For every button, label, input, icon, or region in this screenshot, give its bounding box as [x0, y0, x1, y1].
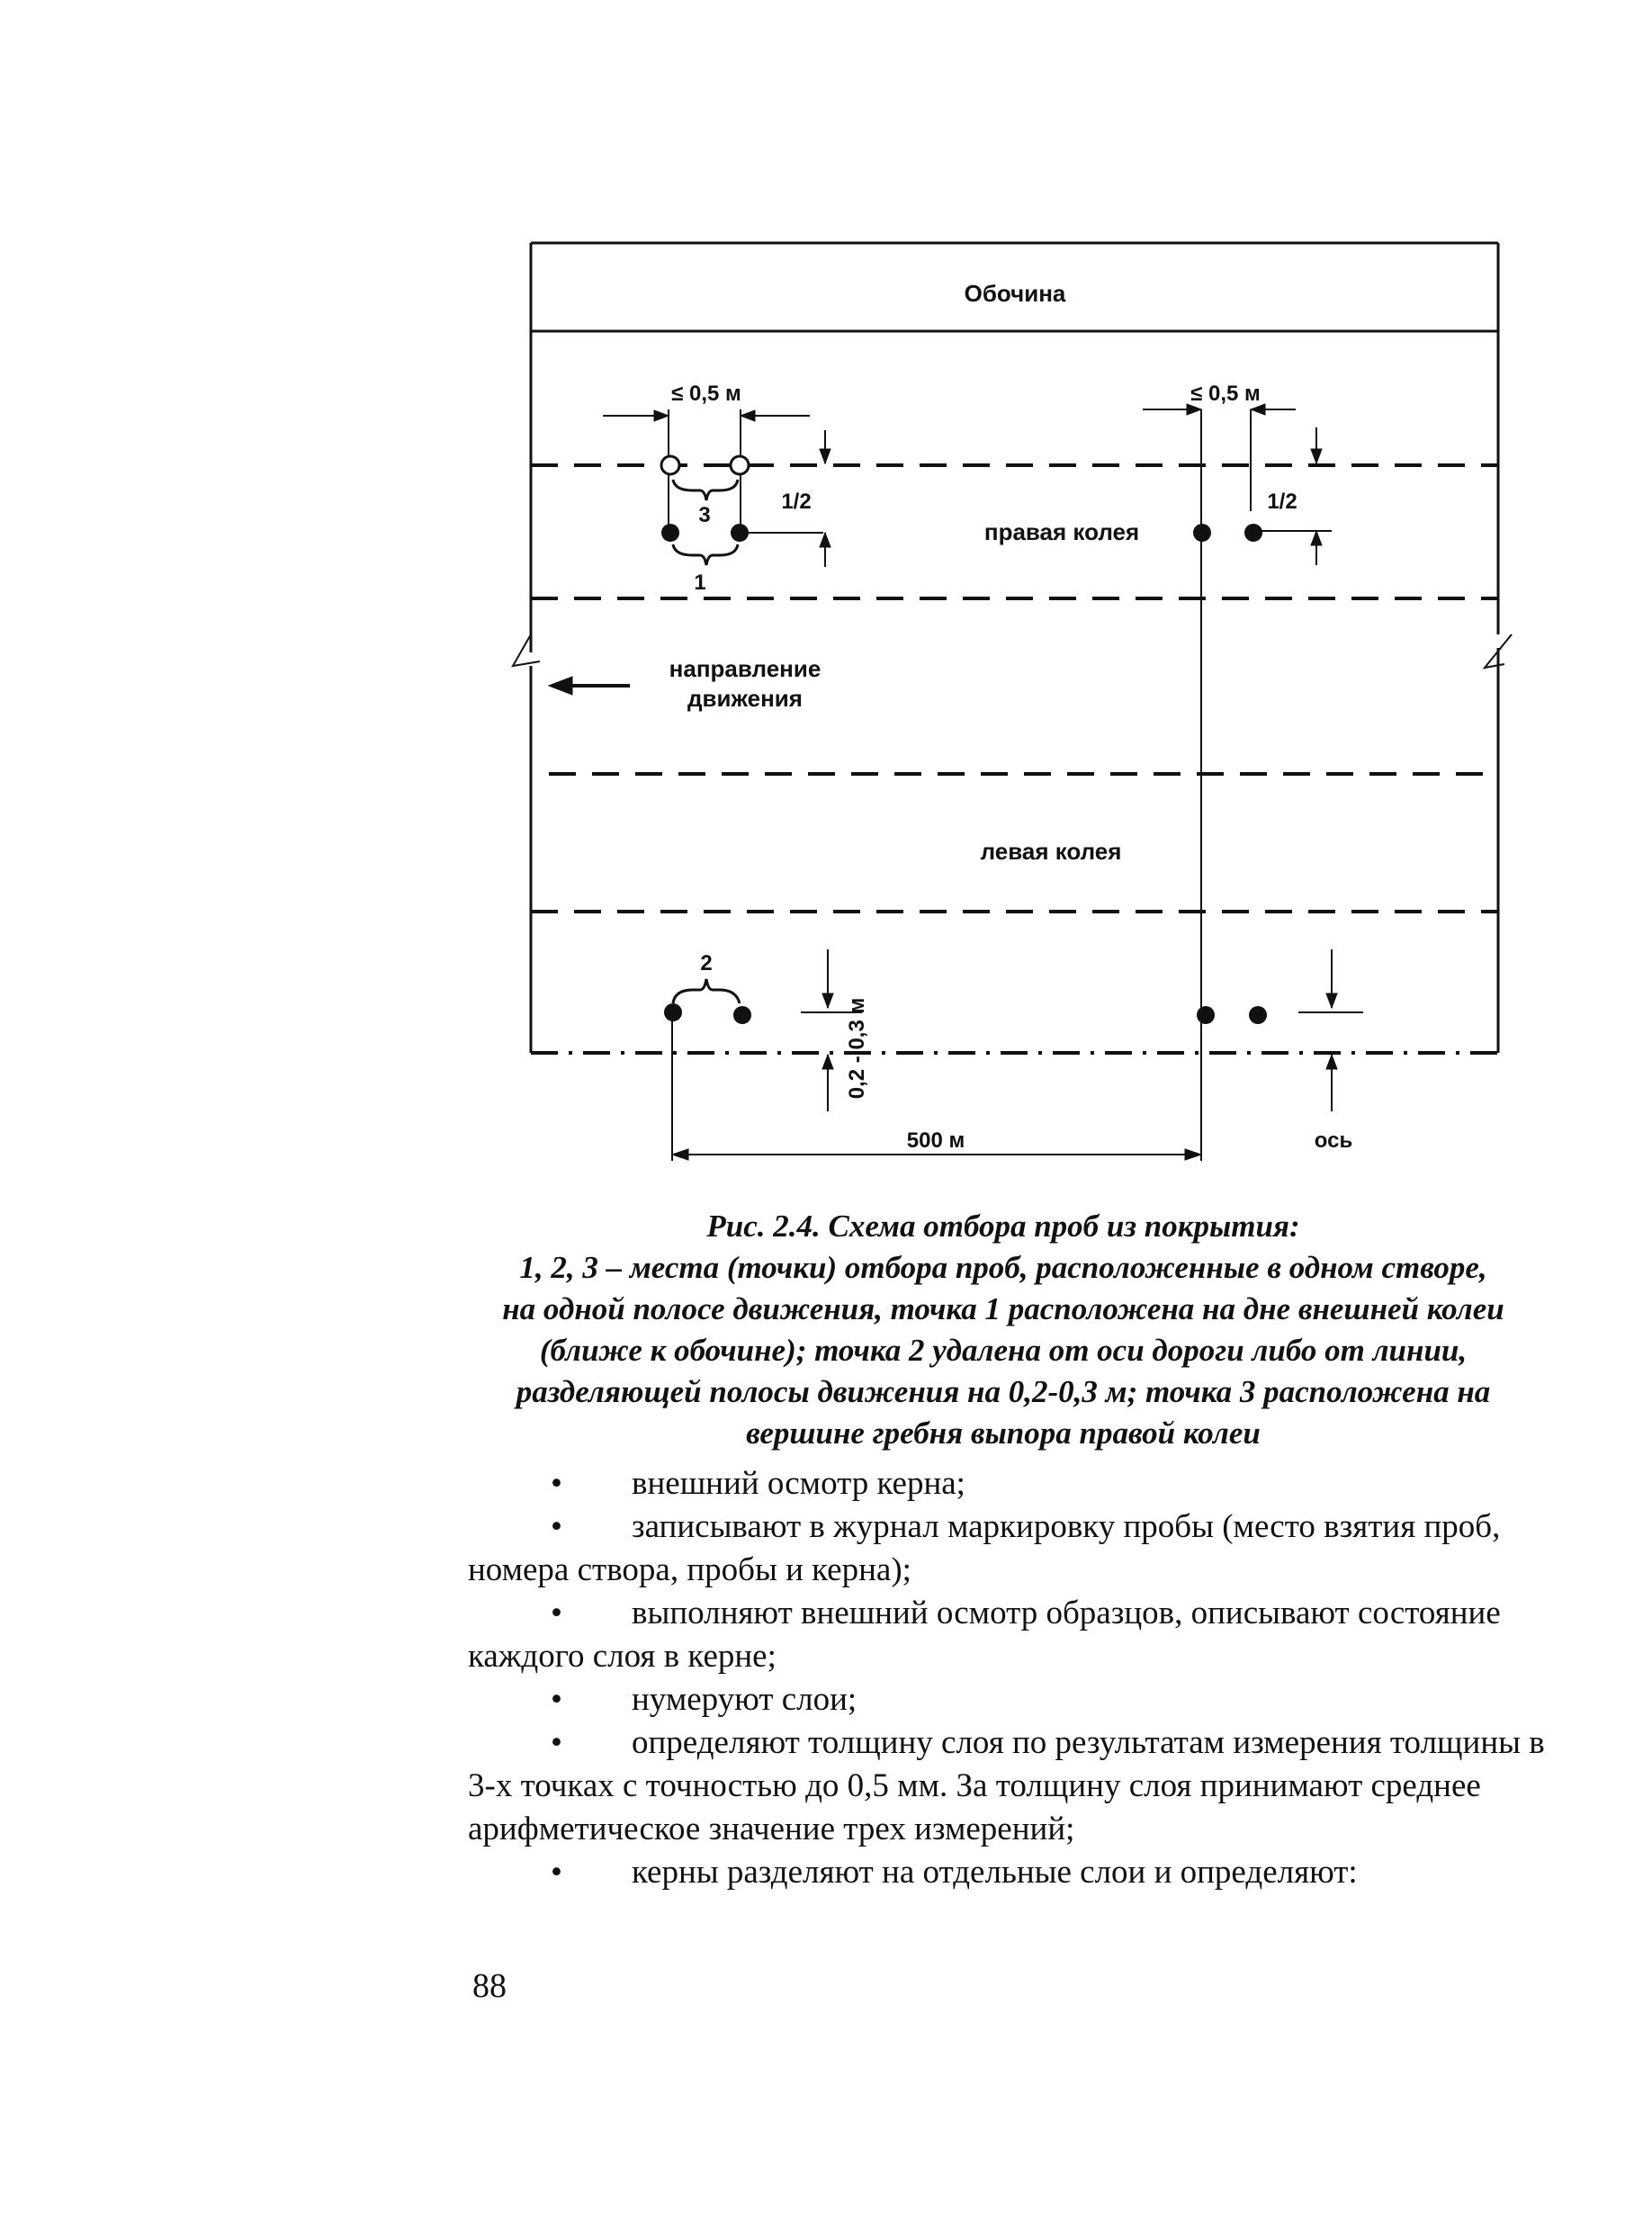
half-left-label: 1/2	[781, 490, 812, 514]
half-right-label: 1/2	[1267, 490, 1297, 514]
half-left-arrowhead-top	[820, 449, 830, 463]
bullet-icon: •	[551, 1595, 562, 1631]
caption-line-6: вершине гребня выпора правой колеи	[746, 1416, 1261, 1451]
caption-line-2: 1, 2, 3 – места (точки) отбора проб, расположенные в одном створе,	[519, 1250, 1487, 1285]
point-1-right	[731, 524, 749, 542]
page-number: 88	[472, 1967, 507, 2005]
point-2-left	[664, 1003, 682, 1021]
point-3-left	[661, 456, 679, 474]
distance-label: 500 м	[906, 1128, 965, 1153]
bullet-icon: •	[551, 1724, 562, 1761]
left-rut-label: левая колея	[980, 838, 1122, 865]
direction-label-line2: движения	[687, 685, 803, 712]
point-3-right	[731, 456, 749, 474]
list-item-text: определяют толщину слоя по результатам измерения толщины в 3-х точках с точностью до 0,5 мм. За толщину слоя принимают среднее арифметическое значение трех измерений;	[468, 1724, 1545, 1847]
figure-caption	[450, 1206, 1557, 1454]
bullet-icon: •	[551, 1681, 562, 1718]
point-1-left	[661, 524, 679, 542]
direction-arrowhead	[549, 677, 572, 695]
rut-point-b	[1244, 524, 1262, 542]
caption-line-5: разделяющей полосы движения на 0,2-0,3 м; точка 3 расположена на	[516, 1374, 1491, 1409]
dim-left-label: ≤ 0,5 м	[671, 382, 741, 406]
distance-arrowhead-right	[1185, 1149, 1201, 1160]
half-right-arrowhead-bottom	[1311, 531, 1322, 545]
list-item-text: выполняют внешний осмотр образцов, описывают состояние каждого слоя в керне;	[468, 1595, 1501, 1675]
dim-left-arrowhead-a	[654, 410, 669, 421]
bullet-icon: •	[551, 1465, 562, 1502]
list-item	[468, 1592, 1557, 1678]
brace-point-3	[673, 480, 738, 500]
list-item	[468, 1721, 1557, 1851]
bullet-icon: •	[551, 1508, 562, 1545]
break-mark-left	[513, 634, 540, 666]
axis-offset-arrowhead-top	[1326, 993, 1337, 1008]
dim-left-arrowhead-b	[741, 410, 755, 421]
half-right-arrowhead-top	[1311, 449, 1322, 463]
right-rut-label: правая колея	[983, 518, 1140, 545]
road-frame	[531, 243, 1498, 1053]
brace-point-2	[673, 979, 740, 1003]
caption-line-4: (ближе к обочине); точка 2 удалена от оси дороги либо от линии,	[539, 1333, 1468, 1368]
distance-arrowhead-left	[672, 1149, 688, 1160]
caption-line-1: Рис. 2.4. Схема отбора проб из покрытия:	[706, 1209, 1300, 1244]
brace-point-1	[673, 544, 738, 565]
direction-label-line1: направление	[669, 655, 822, 682]
point-2-right	[733, 1006, 751, 1024]
procedure-list	[468, 1462, 1557, 1894]
half-left-arrowhead-bottom	[820, 533, 830, 547]
point-1-label: 1	[694, 571, 706, 595]
offset-arrowhead-top	[822, 993, 833, 1008]
axis-point-a	[1197, 1006, 1215, 1024]
offset-arrowhead-bottom	[822, 1055, 833, 1069]
list-item	[468, 1505, 1557, 1592]
axis-offset-arrowhead-bottom	[1326, 1055, 1337, 1069]
list-item	[468, 1851, 1557, 1894]
list-item	[468, 1678, 1557, 1721]
list-item-text: нумеруют слои;	[632, 1681, 857, 1718]
bullet-icon: •	[551, 1854, 562, 1891]
list-item-text: внешний осмотр керна;	[632, 1465, 965, 1502]
caption-line-3: на одной полосе движения, точка 1 расположена на дне внешней колеи	[502, 1291, 1504, 1326]
point-3-label: 3	[698, 503, 711, 527]
list-item-text: записывают в журнал маркировку пробы (место взятия проб, номера створа, пробы и керна);	[468, 1508, 1501, 1588]
axis-point-b	[1249, 1006, 1267, 1024]
dim-right-label: ≤ 0,5 м	[1190, 382, 1261, 406]
rut-point-a	[1193, 524, 1211, 542]
axis-label: ось	[1314, 1128, 1353, 1153]
point-2-label: 2	[700, 951, 713, 975]
shoulder-label: Обочина	[964, 280, 1066, 307]
offset-label: 0,2 - 0,3 м	[845, 997, 869, 1100]
list-item-text: керны разделяют на отдельные слои и определяют:	[632, 1854, 1358, 1891]
list-item	[468, 1462, 1557, 1505]
